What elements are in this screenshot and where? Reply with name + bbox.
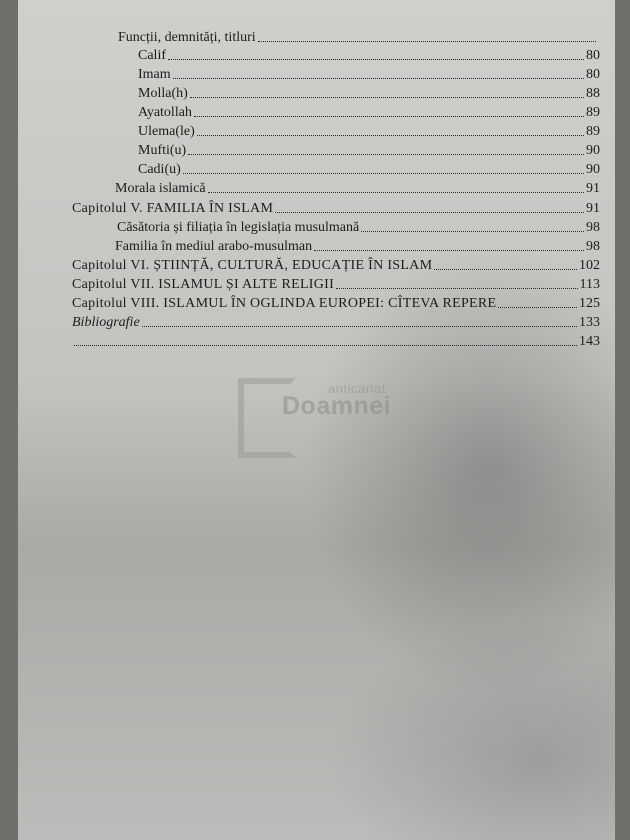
toc-entry [138,161,600,178]
dot-leader [336,288,577,289]
toc-entry [115,238,600,255]
book-page [18,0,615,840]
toc-entry-label: Morala islamică [115,181,206,196]
dot-leader [258,41,596,42]
toc-entry-label: Funcții, demnități, titluri [118,30,256,45]
toc-entry-label: Mufti(u) [138,143,187,158]
dot-leader [498,307,577,308]
toc-entry-label: Căsătoria și filiația în legislația musulmană [117,220,360,235]
dot-leader [314,250,584,251]
toc-entry-page: 91 [586,201,600,216]
table-of-contents [18,0,615,360]
toc-entry-page: 102 [579,258,600,273]
toc-entry-page: 98 [586,220,600,235]
toc-chapter-entry [72,276,600,293]
dot-leader [361,231,584,232]
dot-leader [194,116,584,117]
toc-entry-page: 80 [586,48,600,63]
toc-chapter-entry [72,200,600,217]
toc-entry [115,180,600,197]
toc-entry-page: 113 [579,277,600,292]
toc-entry-label: Capitolul V. FAMILIA ÎN ISLAM [72,201,274,216]
toc-entry-page: 88 [586,86,600,101]
toc-entry-label: Imam [138,67,171,82]
toc-chapter-entry [72,295,600,312]
toc-entry-page: 89 [586,105,600,120]
toc-entry-page: 91 [586,181,600,196]
toc-entry [138,66,600,83]
dot-leader [173,78,584,79]
toc-entry [138,85,600,102]
toc-entry-page: 89 [586,124,600,139]
dot-leader [168,59,584,60]
toc-entry-page: 143 [579,334,600,349]
toc-entry-label: Capitolul VII. ISLAMUL ȘI ALTE RELIGII [72,277,335,292]
toc-entry [72,314,600,331]
toc-entry [138,123,600,140]
toc-entry [138,142,600,159]
toc-entry [72,333,600,350]
dot-leader [142,326,577,327]
toc-entry-label: Ulema(le) [138,124,195,139]
toc-entry-page: 90 [586,143,600,158]
toc-entry-label: Bibliografie [72,315,140,330]
toc-entry [138,47,600,64]
dot-leader [183,173,584,174]
dot-leader [74,345,577,346]
toc-entry-page: 80 [586,67,600,82]
toc-entry-label: Capitolul VIII. ISLAMUL ÎN OGLINDA EUROPEI: CÎTEVA REPERE [72,296,497,311]
toc-entry [138,104,600,121]
toc-entry-label: Calif [138,48,166,63]
toc-entry-page: 90 [586,162,600,177]
toc-entry-label: Familia în mediul arabo-musulman [115,239,313,254]
dot-leader [190,97,584,98]
toc-entry-page: 98 [586,239,600,254]
dot-leader [188,154,584,155]
toc-entry [117,219,600,236]
dot-leader [208,192,584,193]
toc-entry-page: 125 [579,296,600,311]
toc-entry-label: Molla(h) [138,86,188,101]
toc-entry-page: 133 [579,315,600,330]
dot-leader [434,269,577,270]
toc-entry-label: Cadi(u) [138,162,181,177]
dot-leader [275,212,584,213]
watermark-top-text: anticariat [328,381,386,396]
toc-entry-label: Capitolul VI. ȘTIINȚĂ, CULTURĂ, EDUCAȚIE ÎN ISLAM [72,258,433,273]
watermark-main-text: Doamnei [282,392,392,420]
watermark [238,378,408,458]
toc-chapter-entry [72,257,600,274]
dot-leader [197,135,584,136]
toc-entry [118,29,598,46]
toc-entry-label: Ayatollah [138,105,192,120]
